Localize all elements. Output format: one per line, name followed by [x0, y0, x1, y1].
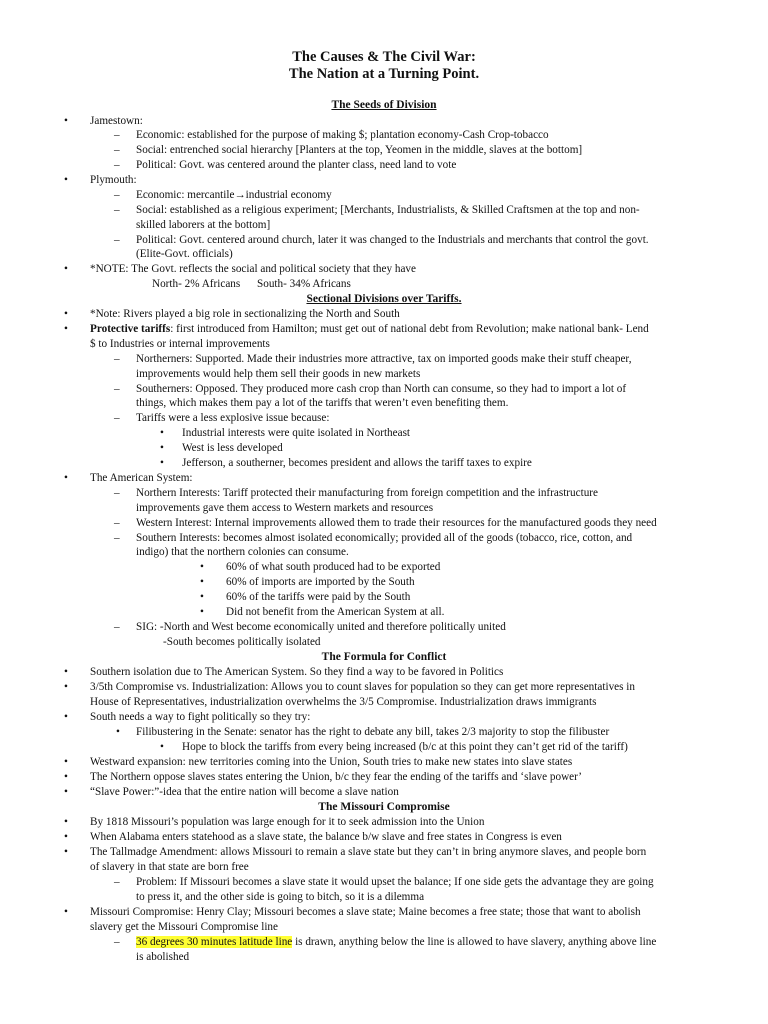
list-item-continuation: slavery get the Missouri Compromise line — [90, 921, 278, 933]
list-item: Filibustering in the Senate: senator has the right to debate any bill, takes 2/3 majority to stop the filibuster — [136, 726, 610, 738]
dash: – — [114, 159, 120, 171]
list-item: 3/5th Compromise vs. Industrialization: Allows you to count slaves for population so they can get more representatives in — [90, 681, 635, 693]
list-item: Tariffs were a less explosive issue because: — [136, 412, 330, 424]
list-item: Plymouth: — [90, 174, 137, 186]
list-item-continuation: to press it, and the other side is going to bitch, so it is a dilemma — [136, 891, 425, 903]
list-item: Did not benefit from the American System at all. — [226, 606, 445, 618]
list-item-continuation: skilled laborers at the bottom] — [136, 219, 271, 231]
bullet: • — [64, 174, 68, 186]
list-item: Northerners: Supported. Made their industries more attractive, tax on imported goods make their stuff cheaper, — [136, 353, 632, 365]
bullet: • — [200, 576, 204, 588]
list-item: Hope to block the tariffs from every being increased (b/c at this point they can’t get rid of the tariff) — [182, 741, 628, 753]
dash: – — [114, 621, 120, 633]
bullet: • — [64, 666, 68, 678]
bullet: • — [200, 561, 204, 573]
bullet: • — [64, 831, 68, 843]
bullet: • — [160, 427, 164, 439]
list-item: 60% of what south produced had to be exported — [226, 561, 441, 573]
list-item: The Northern oppose slaves states entering the Union, b/c they fear the ending of the tariffs and ‘slave power’ — [90, 771, 582, 783]
list-item: Southerners: Opposed. They produced more cash crop than North can consume, so they had to import a lot of — [136, 383, 627, 395]
bullet: • — [160, 457, 164, 469]
document-title-line2: The Nation at a Turning Point. — [288, 66, 480, 82]
list-item-continuation: of slavery in that state are born free — [90, 861, 249, 873]
list-item-continuation: is abolished — [136, 951, 190, 963]
list-item: When Alabama enters statehood as a slave state, the balance b/w slave and free states in Congress is even — [90, 831, 562, 843]
document-title-line1: The Causes & The Civil War: — [292, 49, 476, 65]
list-item: South needs a way to fight politically so they try: — [90, 711, 311, 723]
bullet: • — [64, 711, 68, 723]
list-item: Southern isolation due to The American System. So they find a way to be favored in Politics — [90, 666, 504, 678]
list-item: Missouri Compromise: Henry Clay; Missouri becomes a slave state; Maine becomes a free state; those that want to abolish — [90, 906, 641, 918]
bullet: • — [64, 906, 68, 918]
dash: – — [114, 487, 120, 499]
dash: – — [114, 353, 120, 365]
list-item-continuation: things, which makes them pay a lot of the tariffs that weren’t even benefiting them. — [136, 397, 509, 409]
heading-seeds-of-division: The Seeds of Division — [331, 99, 437, 111]
list-item: Western Interest: Internal improvements allowed them to trade their resources for the manufactured goods they need — [136, 517, 657, 529]
list-item: Southern Interests: becomes almost isolated economically; provided all of the goods (tobacco, rice, cotton, and — [136, 532, 633, 544]
list-item-continuation: House of Representatives, industrialization overwhelms the 3/5 Compromise. Industrialization draws immigrants — [90, 696, 597, 708]
bullet: • — [64, 816, 68, 828]
bullet: • — [64, 681, 68, 693]
list-item-continuation: improvements gave them access to Western markets and resources — [136, 502, 434, 514]
dash: – — [114, 383, 120, 395]
list-item: Social: entrenched social hierarchy [Planters at the top, Yeomen in the middle, slaves at the bottom] — [136, 144, 583, 156]
dash: – — [114, 517, 120, 529]
list-item: Industrial interests were quite isolated in Northeast — [182, 427, 411, 439]
list-item: *NOTE: The Govt. reflects the social and political society that they have — [90, 263, 416, 275]
list-item-continuation: North- 2% Africans South- 34% Africans — [152, 278, 351, 290]
list-item-text: is drawn, anything below the line is allowed to have slavery, anything above line — [292, 936, 657, 948]
dash: – — [114, 189, 120, 201]
highlighted-text: 36 degrees 30 minutes latitude line — [136, 936, 293, 948]
heading-sectional-divisions: Sectional Divisions over Tariffs. — [306, 293, 462, 305]
list-item-continuation: improvements would help them sell their goods in new markets — [136, 368, 421, 380]
heading-formula-for-conflict: The Formula for Conflict — [321, 651, 447, 663]
bullet: • — [64, 786, 68, 798]
bullet: • — [64, 846, 68, 858]
dash: – — [114, 876, 120, 888]
list-item-continuation: -South becomes politically isolated — [163, 636, 321, 648]
list-item: The Tallmadge Amendment: allows Missouri to remain a slave state but they can’t in bring anymore slaves, and people born — [90, 846, 647, 858]
list-item: Northern Interests: Tariff protected their manufacturing from foreign competition and the infrastructure — [136, 487, 598, 499]
list-item: Social: established as a religious experiment; [Merchants, Industrialists, & Skilled Craftsmen at the top and non- — [136, 204, 640, 216]
dash: – — [114, 234, 120, 246]
list-item: Jefferson, a southerner, becomes president and allows the tariff taxes to expire — [182, 457, 532, 469]
list-item: Problem: If Missouri becomes a slave state it would upset the balance; If one side gets the advantage they are going — [136, 876, 654, 888]
list-item-continuation: (Elite-Govt. officials) — [136, 248, 233, 260]
list-item: Economic: mercantile→industrial economy — [136, 189, 332, 201]
dash: – — [114, 129, 120, 141]
list-item — [90, 322, 649, 336]
bullet: • — [160, 741, 164, 753]
bullet: • — [64, 756, 68, 768]
list-item: Westward expansion: new territories coming into the Union, South tries to make new states into slave states — [90, 756, 573, 768]
list-item: 60% of imports are imported by the South — [226, 576, 415, 588]
term-protective-tariffs: Protective tariffs — [90, 323, 171, 335]
list-item-continuation: indigo) that the northern colonies can consume. — [136, 546, 349, 558]
list-item: *Note: Rivers played a big role in sectionalizing the North and South — [90, 308, 400, 320]
dash: – — [114, 412, 120, 424]
list-item: Economic: established for the purpose of making $; plantation economy-Cash Crop-tobacco — [136, 129, 549, 141]
dash: – — [114, 532, 120, 544]
list-item: 60% of the tariffs were paid by the South — [226, 591, 411, 603]
list-item: SIG: -North and West become economically united and therefore politically united — [136, 621, 506, 633]
bullet: • — [64, 308, 68, 320]
bullet: • — [200, 591, 204, 603]
list-item: “Slave Power:”-idea that the entire nation will become a slave nation — [90, 786, 399, 798]
list-item: Jamestown: — [90, 115, 143, 127]
list-item: The American System: — [90, 472, 193, 484]
dash: – — [114, 936, 120, 948]
bullet: • — [64, 472, 68, 484]
list-item — [136, 935, 656, 949]
heading-missouri-compromise: The Missouri Compromise — [318, 801, 450, 813]
list-item-text: : first introduced from Hamilton; must get out of national debt from Revolution; make national bank- Lend — [170, 323, 649, 335]
bullet: • — [64, 263, 68, 275]
list-item: West is less developed — [182, 442, 283, 454]
list-item: Political: Govt. was centered around the planter class, need land to vote — [136, 159, 457, 171]
bullet: • — [64, 771, 68, 783]
list-item: By 1818 Missouri’s population was large enough for it to seek admission into the Union — [90, 816, 485, 828]
bullet: • — [64, 323, 68, 335]
bullet: • — [200, 606, 204, 618]
dash: – — [114, 144, 120, 156]
bullet: • — [160, 442, 164, 454]
list-item: Political: Govt. centered around church, later it was changed to the Industrials and merchants that control the govt. — [136, 234, 649, 246]
bullet: • — [64, 115, 68, 127]
bullet: • — [116, 726, 120, 738]
dash: – — [114, 204, 120, 216]
list-item-continuation: $ to Industries or internal improvements — [90, 338, 270, 350]
